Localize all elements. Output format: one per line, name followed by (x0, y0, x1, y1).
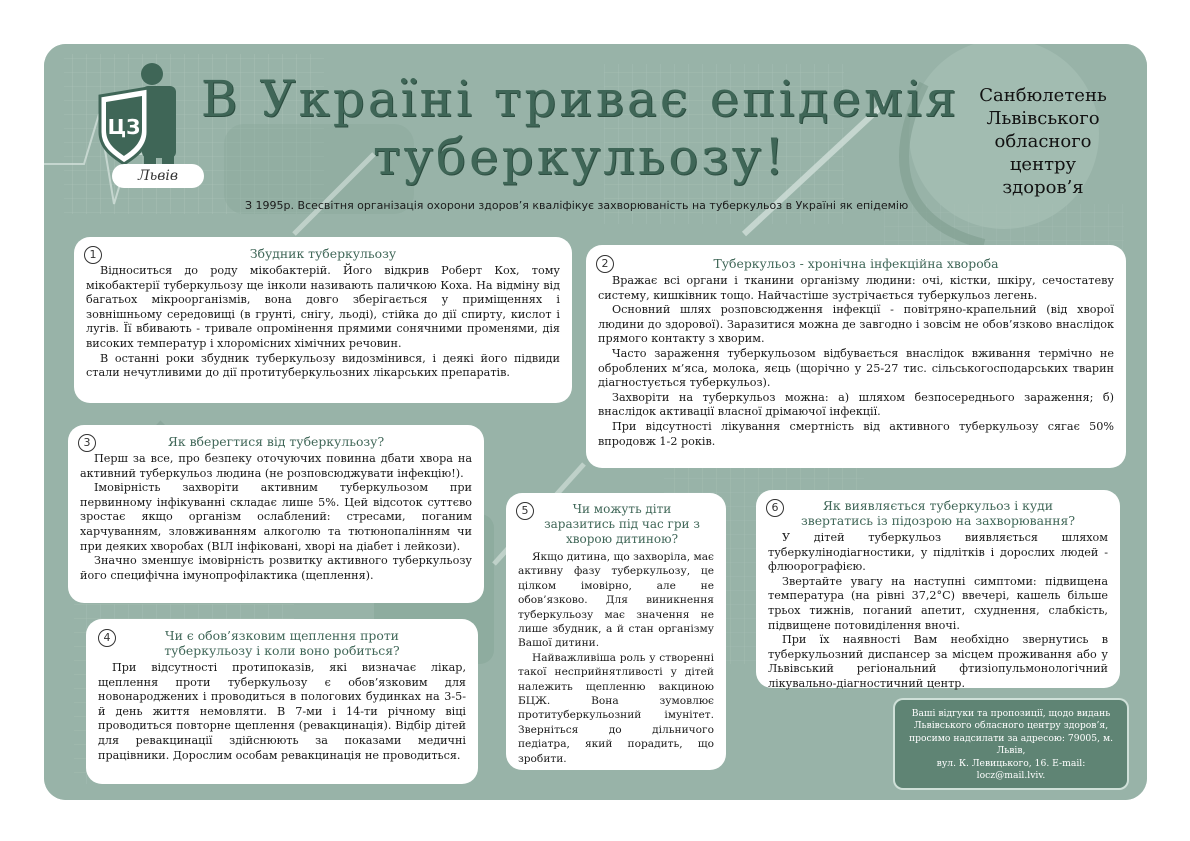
section-paragraph: Імовірність захворіти активним туберкульозом при первинному інфікуванні складає лише 5%. Цей відсоток суттєво зростає якщо організм ослаблений: стресами, поганим харчуванням, зловживанням алкоголю та тютюнопалінням чи при деяких хворобах (ВІЛ інфіковані, хворі на діабет і лейкози). (80, 481, 472, 553)
contact-line: Львівського обласного центру здоров’я, (913, 720, 1109, 732)
section-card-6 (756, 490, 1120, 688)
section-title: Чи є обов’язковим щеплення проти туберкульозу і коли воно робиться? (164, 628, 400, 658)
section-card-3 (68, 425, 484, 603)
section-card-1 (74, 237, 572, 403)
section-card-2 (586, 245, 1126, 468)
section-number: 1 (84, 246, 102, 264)
section-paragraph: Захворіти на туберкульоз можна: а) шляхом безпосереднього зараження; б) внаслідок активації власної дрімаючої інфекції. (598, 390, 1114, 419)
section-paragraph: Вражає всі органи і тканини організму людини: очі, кістки, шкіру, сечостатеву систему, кишківник тощо. Найчастіше зустрічається туберкульоз легень. (598, 274, 1114, 302)
section-number: 4 (98, 629, 116, 647)
section-paragraph: Найважливіша роль у створенні такої несприйнятливості у дітей належить щепленню вакциною БЦЖ. Вона зумовлює протитуберкульозний імунітет. Зверніться до дільничого педіатра, який порадить, що зробити. (518, 651, 714, 765)
title-line-2: туберкульозу! (372, 128, 788, 186)
bulletin-heading: Санбюлетень Львівського обласного центру здоров’я (979, 85, 1107, 198)
section-paragraph: Перш за все, про безпеку оточуючих повинна дбати хвора на активний туберкульоз людина (не розповсюджувати інфекцію!). (80, 452, 472, 480)
section-number: 2 (596, 255, 614, 273)
section-title: Як виявляється туберкульоз і куди звертатись із підозрою на захворювання? (800, 498, 1076, 528)
section-paragraph: При відсутності лікування смертність від активного туберкульозу сягає 50% впродовж 1-2 років. (598, 419, 1114, 448)
contact-line: вул. К. Левицького, 16. E-mail: locz@mail.lviv. (936, 757, 1086, 782)
section-paragraph: Якщо дитина, що захворіла, має активну фазу туберкульозу, це цілком імовірно, але не обов’язково. Для виникнення туберкульозу має значення не лише збудник, а й стан організму Вашої дитини. (518, 551, 714, 650)
section-paragraph: При їх наявності Вам необхідно звернутись в туберкульозний диспансер за місцем проживання або у Львівський регіональний фтизіопульмонологічний лікувально-діагностичний центр. (768, 633, 1108, 690)
title-line-1: В Україні триває епідемія (200, 70, 960, 128)
section-title: Як вберегтися від туберкульозу? (167, 434, 385, 449)
section-title: Туберкульоз - хронічна інфекційна хвороба (713, 256, 999, 271)
section-number: 3 (78, 434, 96, 452)
section-paragraph: У дітей туберкульоз виявляється шляхом туберкулінодіагностики, у підлітків і дорослих людей - флюорографією. (768, 531, 1108, 574)
section-title: Чи можуть діти заразитись під час гри з хворою дитиною? (544, 502, 700, 546)
contact-box (895, 700, 1127, 788)
page-title (200, 70, 960, 186)
section-title: Збудник туберкульозу (249, 246, 397, 261)
page-subtitle: З 1995р. Всесвітня організація охорони здоров’я кваліфікує захворюваність на туберкульоз в Україні як епідемію (245, 199, 909, 212)
contact-line: просимо надсилати за адресою: 79005, м. Львів, (908, 732, 1114, 757)
section-paragraph: Звертайте увагу на наступні симптоми: підвищена температура (на рівні 37,2°С) ввечері, кашель більше трьох тижнів, поганий апетит, схуднення, слабкість, підвищене потовиділення вночі. (768, 574, 1108, 632)
contact-line: Ваші відгуки та пропозиції, щодо видань (911, 708, 1111, 719)
section-card-5 (506, 493, 726, 770)
logo-letters: ЦЗ (107, 115, 141, 139)
section-paragraph: Значно зменшує імовірність розвитку активного туберкульозу його специфічна імунопрофілактика (щеплення). (80, 554, 472, 582)
city-label: Львів (112, 164, 204, 188)
section-number: 5 (516, 502, 534, 520)
section-paragraph: В останні роки збудник туберкульозу видозмінився, і деякі його підвиди стали нечутливими до дії протитуберкульозних лікарських препаратів. (86, 351, 560, 380)
section-card-4 (86, 619, 478, 784)
section-paragraph: При відсутності протипоказів, які визначає лікар, щеплення проти туберкульозу є обов’язковим для новонароджених і проводиться в пологових будинках на 3-5-й день життя немовляти. В 7-ми і 14-ти річному віці проводиться повторне щеплення (ревакцинація). Відбір дітей для ревакцинації здійснюють за показами медичні працівники. Дорослим особам ревакцинація не проводиться. (98, 661, 466, 762)
section-number: 6 (766, 499, 784, 517)
section-paragraph: Основний шлях розповсюдження інфекції - повітряно-крапельний (від хворої людини до здорової). Заразитися можна де завгодно і зовсім не обов’язково внаслідок прямого контакту з хворим. (598, 303, 1114, 346)
section-paragraph: Часто зараження туберкульозом відбувається внаслідок вживання термічно не оброблених м’яса, молока, яєць (щорічно у 25-27 тис. сільськогосподарських тварин діагностується туберкульоз). (598, 346, 1114, 390)
section-paragraph: Відноситься до роду мікобактерій. Його відкрив Роберт Кох, тому мікобактерії туберкульозу ще інколи називають паличкою Коха. На відміну від багатьох мікроорганізмів, вона довго зберігається у приміщеннях і зовнішньому середовищі (в грунті, снігу, льоді), стійка до дії спирту, кислот і лугів. Її вбивають - тривале опромінення прямими сонячними променями, дія високих температур і хлоромісних хімічних речовин. (86, 264, 560, 350)
